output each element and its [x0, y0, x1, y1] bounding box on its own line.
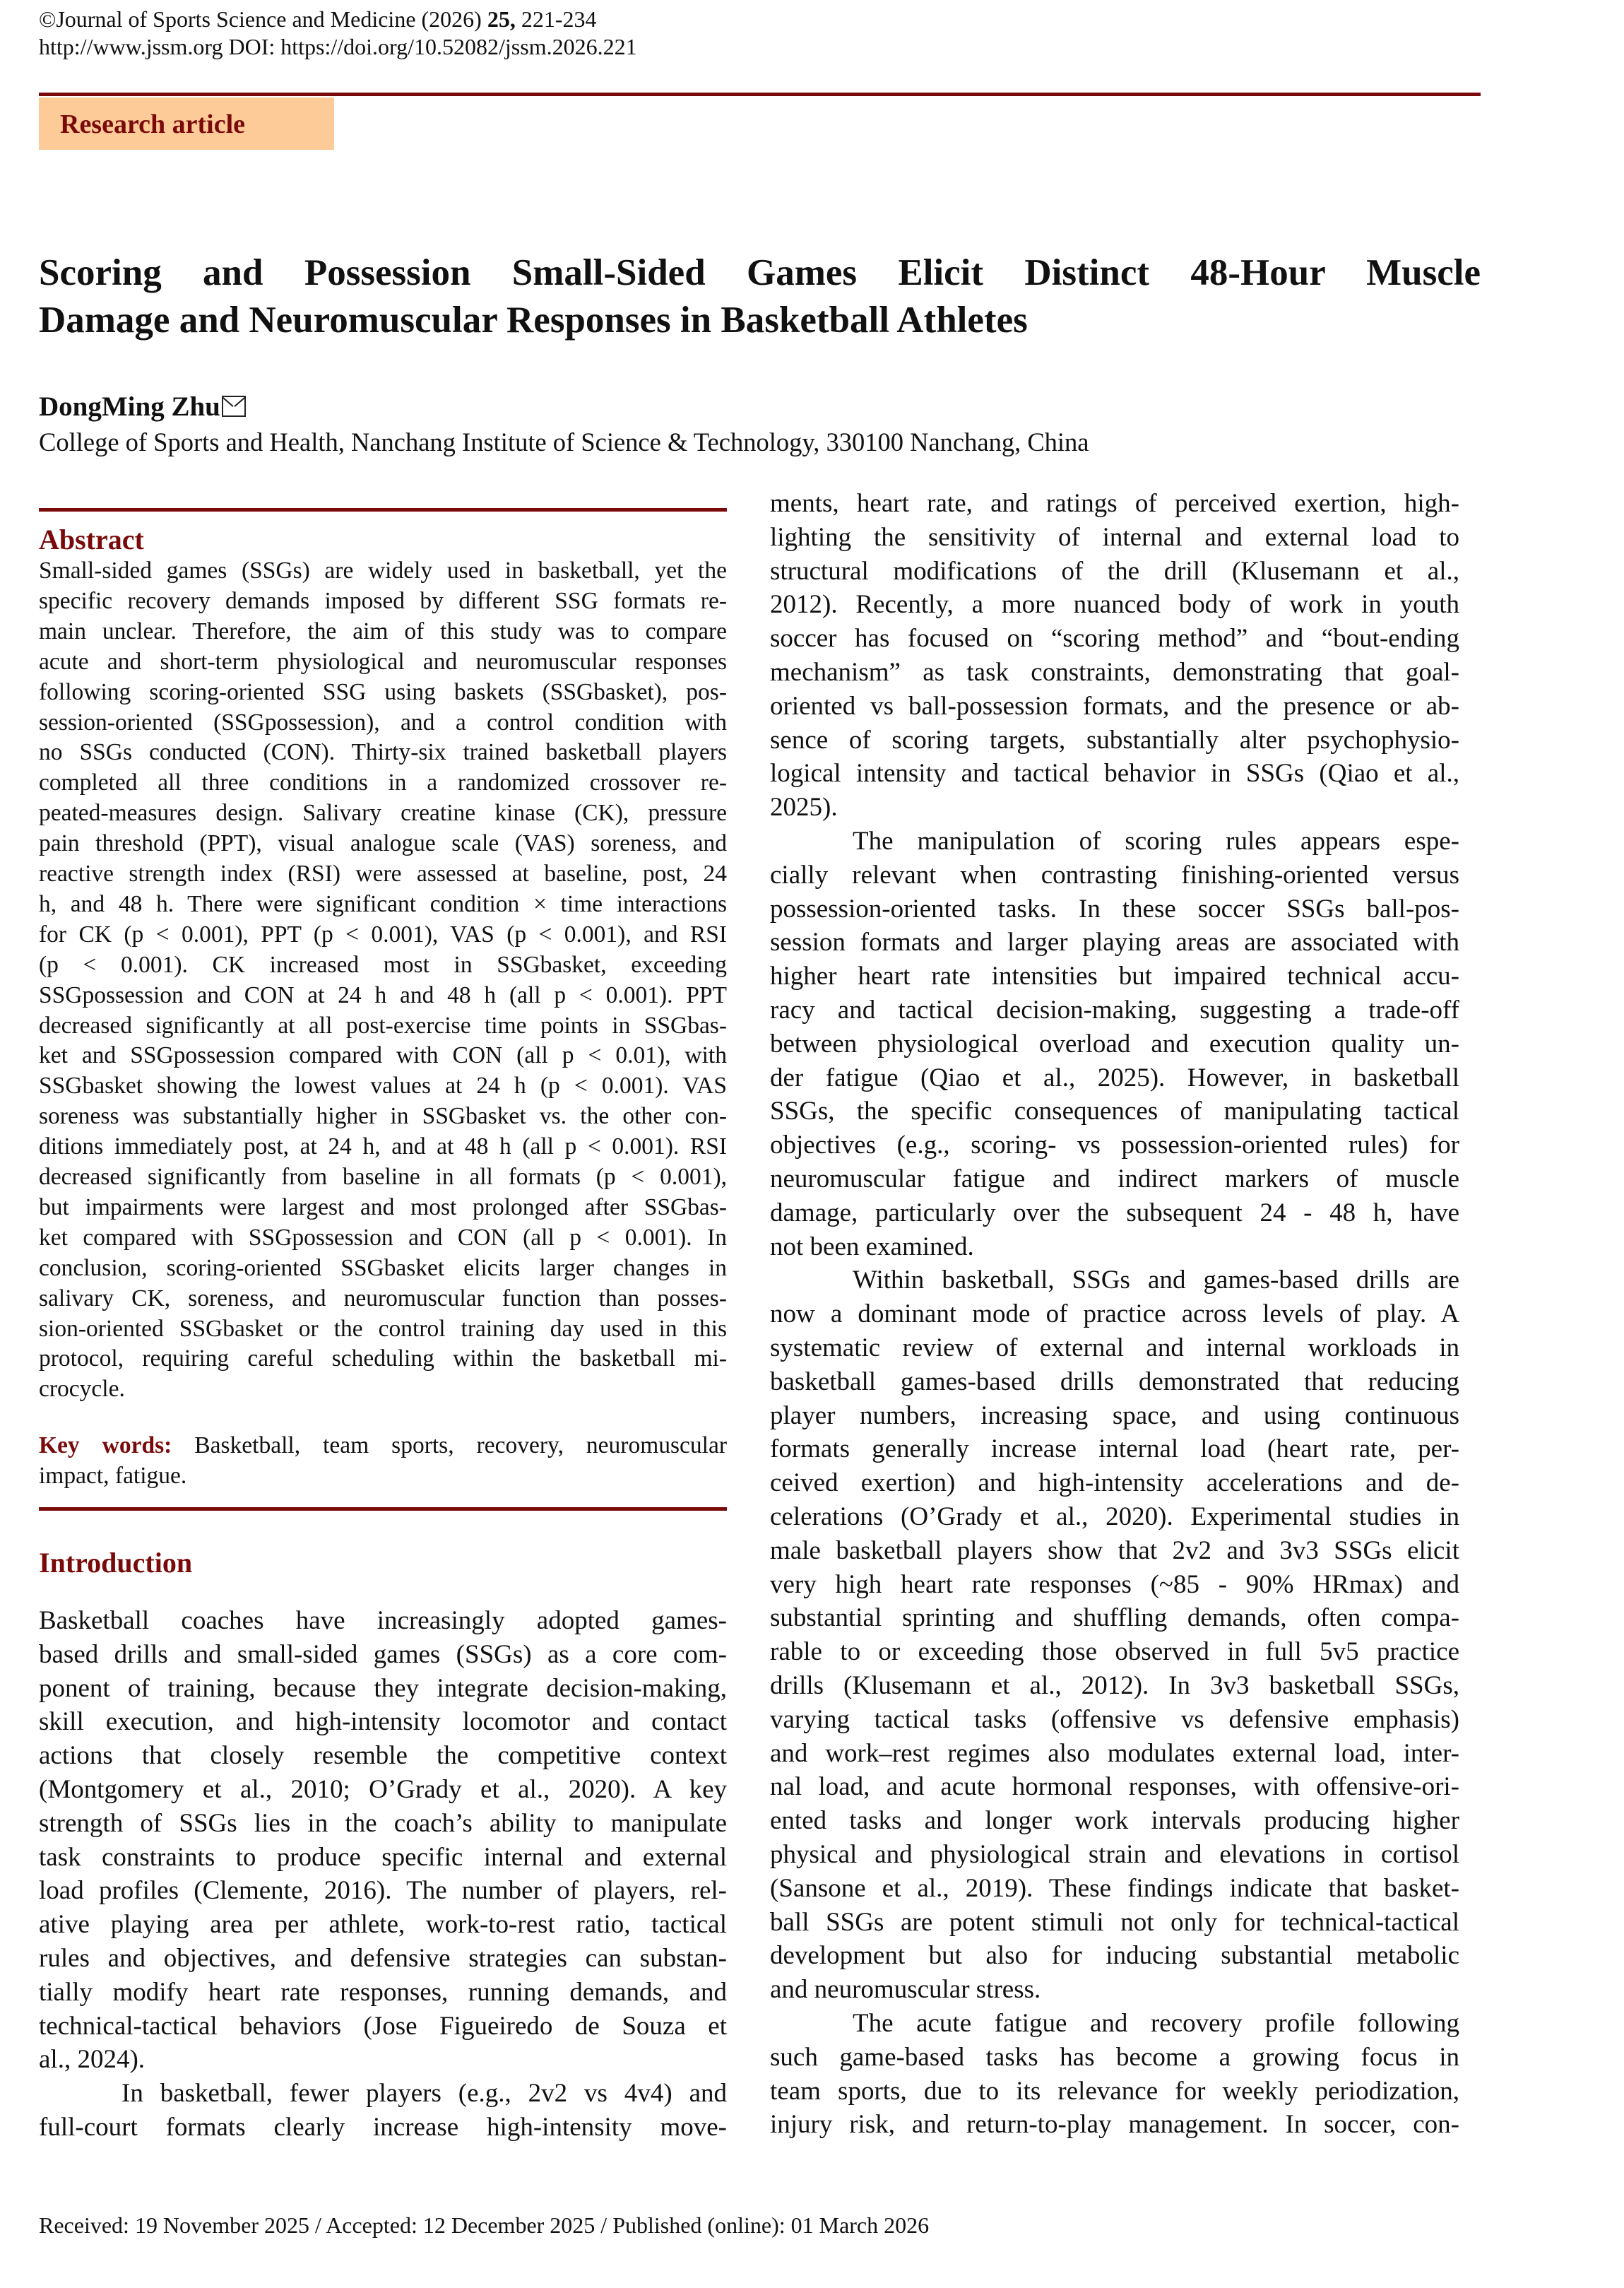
body-text-line: based drills and small-sided games (SSGs) as a core com- [39, 1639, 727, 1669]
body-text-line: team sports, due to its relevance for weekly periodization, [770, 2076, 1459, 2106]
body-text-line: task constraints to produce specific internal and external [39, 1842, 727, 1872]
body-text-line: neuromuscular fatigue and indirect markers of muscle [770, 1164, 1459, 1193]
body-text-line: (Sansone et al., 2019). These findings indicate that basket- [770, 1873, 1459, 1903]
body-text-line: Within basketball, SSGs and games-based drills are [853, 1266, 1459, 1295]
abstract-line: specific recovery demands imposed by different SSG formats re- [39, 587, 727, 614]
abstract-line: no SSGs conducted (CON). Thirty-six trained basketball players [39, 739, 727, 766]
abstract-line: SSGbasket showing the lowest values at 24 h (p < 0.001). VAS [39, 1073, 727, 1099]
journal-volume: 25, [487, 6, 516, 32]
abstract-line: completed all three conditions in a randomized crossover re- [39, 769, 727, 796]
doi-line[interactable]: http://www.jssm.org DOI: https://doi.org/10.52082/jssm.2026.221 [39, 34, 637, 59]
keywords-line-2: impact, fatigue. [39, 1463, 187, 1489]
body-text-line: celerations (O’Grady et al., 2020). Experimental studies in [770, 1502, 1459, 1531]
body-text-line: logical intensity and tactical behavior in SSGs (Qiao et al., [770, 759, 1459, 789]
body-text-line: session formats and larger playing areas are associated with [770, 928, 1459, 957]
body-text-line: lighting the sensitivity of internal and external load to [770, 522, 1459, 552]
body-text-line: tially modify heart rate responses, running demands, and [39, 1977, 727, 2007]
body-text-line: (Montgomery et al., 2010; O’Grady et al., 2020). A key [39, 1775, 727, 1804]
body-text-line: between physiological overload and execution quality un- [770, 1029, 1459, 1059]
body-text-line: formats generally increase internal load (heart rate, per- [770, 1434, 1459, 1464]
body-text-line: technical-tactical behaviors (Jose Figueiredo de Souza et [39, 2011, 727, 2041]
abstract-line: ditions immediately post, at 24 h, and at 48 h (all p < 0.001). RSI [39, 1133, 727, 1160]
header-rule [39, 93, 1481, 96]
keywords-line-1 [39, 1430, 727, 1461]
body-text-line: ceived exertion) and high-intensity accelerations and de- [770, 1468, 1459, 1498]
body-text-line: substantial sprinting and shuffling demands, often compa- [770, 1603, 1459, 1633]
body-text-line: full-court formats clearly increase high-intensity move- [39, 2113, 727, 2142]
body-text-line: rules and objectives, and defensive strategies can substan- [39, 1944, 727, 1973]
envelope-icon[interactable] [222, 396, 246, 417]
body-text-line: actions that closely resemble the competitive context [39, 1741, 727, 1771]
body-text-line: development but also for inducing substantial metabolic [770, 1941, 1459, 1971]
article-title-line-2: Damage and Neuromuscular Responses in Basketball Athletes [39, 300, 1028, 341]
body-text-line: player numbers, increasing space, and using continuous [770, 1400, 1459, 1430]
body-text-line: ative playing area per athlete, work-to-rest ratio, tactical [39, 1910, 727, 1940]
body-text-line: physical and physiological strain and elevations in cortisol [770, 1840, 1459, 1869]
abstract-line: Small-sided games (SSGs) are widely used in basketball, yet the [39, 558, 727, 584]
abstract-line: conclusion, scoring-oriented SSGbasket elicits larger changes in [39, 1254, 727, 1281]
abstract-bottom-rule [39, 1507, 727, 1511]
abstract-line: decreased significantly at all post-exercise time points in SSGbas- [39, 1012, 727, 1039]
body-text-line: and neuromuscular stress. [770, 1975, 1041, 2005]
journal-pages: 221-234 [515, 6, 597, 32]
body-text-line: 2025). [770, 793, 838, 822]
body-text-line: ented tasks and longer work intervals producing higher [770, 1806, 1459, 1836]
affiliation: College of Sports and Health, Nanchang Institute of Science & Technology, 330100 Nanchang, China [39, 427, 1089, 456]
body-text-line: systematic review of external and internal workloads in [770, 1333, 1459, 1362]
body-text-line: mechanism” as task constraints, demonstrating that goal- [770, 658, 1459, 687]
body-text-line: load profiles (Clemente, 2016). The number of players, rel- [39, 1876, 727, 1906]
body-text-line: very high heart rate responses (~85 - 90% HRmax) and [770, 1569, 1459, 1599]
keywords-label: Key words: [39, 1432, 172, 1458]
body-text-line: ments, heart rate, and ratings of perceived exertion, high- [770, 489, 1459, 518]
body-text-line: ball SSGs are potent stimuli not only for technical-tactical [770, 1907, 1459, 1937]
article-type-badge [39, 98, 334, 150]
abstract-line: peated-measures design. Salivary creatine kinase (CK), pressure [39, 800, 727, 827]
body-text-line: 2012). Recently, a more nuanced body of work in youth [770, 590, 1459, 620]
abstract-line: pain threshold (PPT), visual analogue scale (VAS) soreness, and [39, 830, 727, 857]
body-text-line: rable to or exceeding those observed in full 5v5 practice [770, 1637, 1459, 1667]
abstract-line: ket compared with SSGpossession and CON (all p < 0.001). In [39, 1224, 727, 1251]
publication-dates: Received: 19 November 2025 / Accepted: 12 December 2025 / Published (online): 01 March 2026 [39, 2212, 930, 2238]
body-text-line: skill execution, and high-intensity locomotor and contact [39, 1707, 727, 1737]
article-title-line-1: Scoring and Possession Small-Sided Games Elicit Distinct 48-Hour Muscle [39, 252, 1481, 293]
body-text-line: The manipulation of scoring rules appears espe- [853, 827, 1459, 856]
abstract-line: session-oriented (SSGpossession), and a control condition with [39, 709, 727, 736]
body-text-line: higher heart rate intensities but impaired technical accu- [770, 962, 1459, 991]
body-text-line: injury risk, and return-to-play management. In soccer, con- [770, 2110, 1459, 2140]
abstract-line: SSGpossession and CON at 24 h and 48 h (all p < 0.001). PPT [39, 981, 727, 1008]
article-type-label: Research article [60, 110, 246, 139]
abstract-line: main unclear. Therefore, the aim of this study was to compare [39, 618, 727, 644]
body-text-line: In basketball, fewer players (e.g., 2v2 vs 4v4) and [121, 2079, 727, 2109]
abstract-line: salivary CK, soreness, and neuromuscular function than posses- [39, 1285, 727, 1311]
body-text-line: drills (Klusemann et al., 2012). In 3v3 basketball SSGs, [770, 1671, 1459, 1700]
abstract-line: but impairments were largest and most prolonged after SSGbas- [39, 1193, 727, 1220]
body-text-line: and work–rest regimes also modulates external load, inter- [770, 1738, 1459, 1768]
introduction-heading: Introduction [39, 1547, 193, 1579]
body-text-line: cially relevant when contrasting finishing-oriented versus [770, 860, 1459, 890]
abstract-line: h, and 48 h. There were significant condition × time interactions [39, 890, 727, 917]
body-text-line: objectives (e.g., scoring- vs possession-oriented rules) for [770, 1131, 1459, 1160]
author-name: DongMing Zhu [39, 391, 220, 422]
body-text-line: The acute fatigue and recovery profile following [853, 2009, 1459, 2038]
body-text-line: not been examined. [770, 1232, 974, 1261]
body-text-line: now a dominant mode of practice across levels of play. A [770, 1299, 1459, 1329]
abstract-line: decreased significantly from baseline in all formats (p < 0.001), [39, 1164, 727, 1190]
body-text-line: male basketball players show that 2v2 and 3v3 SSGs elicit [770, 1535, 1459, 1565]
body-text-line: structural modifications of the drill (Klusemann et al., [770, 556, 1459, 586]
abstract-heading: Abstract [39, 524, 144, 555]
journal-citation [39, 6, 596, 33]
body-text-line: SSGs, the specific consequences of manipulating tactical [770, 1097, 1459, 1126]
body-text-line: varying tactical tasks (offensive vs defensive emphasis) [770, 1704, 1459, 1734]
abstract-line: sion-oriented SSGbasket or the control training day used in this [39, 1315, 727, 1342]
journal-name: ©Journal of Sports Science and Medicine (2026) [39, 6, 487, 32]
body-text-line: racy and tactical decision-making, suggesting a trade-off [770, 996, 1459, 1025]
body-text-line: basketball games-based drills demonstrated that reducing [770, 1367, 1459, 1396]
body-text-line: possession-oriented tasks. In these soccer SSGs ball-pos- [770, 894, 1459, 924]
body-text-line: al., 2024). [39, 2045, 146, 2075]
abstract-line: following scoring-oriented SSG using baskets (SSGbasket), pos- [39, 678, 727, 705]
body-text-line: Basketball coaches have increasingly adopted games- [39, 1606, 727, 1635]
abstract-line: soreness was substantially higher in SSGbasket vs. the other con- [39, 1103, 727, 1130]
body-text-line: sence of scoring targets, substantially alter psychophysio- [770, 725, 1459, 755]
abstract-line: protocol, requiring careful scheduling within the basketball mi- [39, 1345, 727, 1372]
author-block [39, 390, 246, 424]
abstract-top-rule [39, 508, 727, 512]
body-text-line: soccer has focused on “scoring method” and “bout-ending [770, 624, 1459, 654]
body-text-line: strength of SSGs lies in the coach’s ability to manipulate [39, 1808, 727, 1838]
body-text-line: oriented vs ball-possession formats, and the presence or ab- [770, 691, 1459, 721]
abstract-line: acute and short-term physiological and neuromuscular responses [39, 648, 727, 675]
body-text-line: der fatigue (Qiao et al., 2025). However, in basketball [770, 1063, 1459, 1092]
abstract-line: crocycle. [39, 1376, 125, 1403]
abstract-line: reactive strength index (RSI) were assessed at baseline, post, 24 [39, 861, 727, 887]
abstract-line: for CK (p < 0.001), PPT (p < 0.001), VAS (p < 0.001), and RSI [39, 921, 727, 948]
keywords-text: Basketball, team sports, recovery, neuromuscular [172, 1432, 727, 1458]
body-text-line: nal load, and acute hormonal responses, with offensive-ori- [770, 1772, 1459, 1802]
body-text-line: damage, particularly over the subsequent 24 - 48 h, have [770, 1198, 1459, 1227]
body-text-line: ponent of training, because they integrate decision-making, [39, 1673, 727, 1703]
abstract-line: (p < 0.001). CK increased most in SSGbasket, exceeding [39, 951, 727, 978]
body-text-line: such game-based tasks has become a growing focus in [770, 2042, 1459, 2072]
abstract-line: ket and SSGpossession compared with CON (all p < 0.01), with [39, 1042, 727, 1069]
